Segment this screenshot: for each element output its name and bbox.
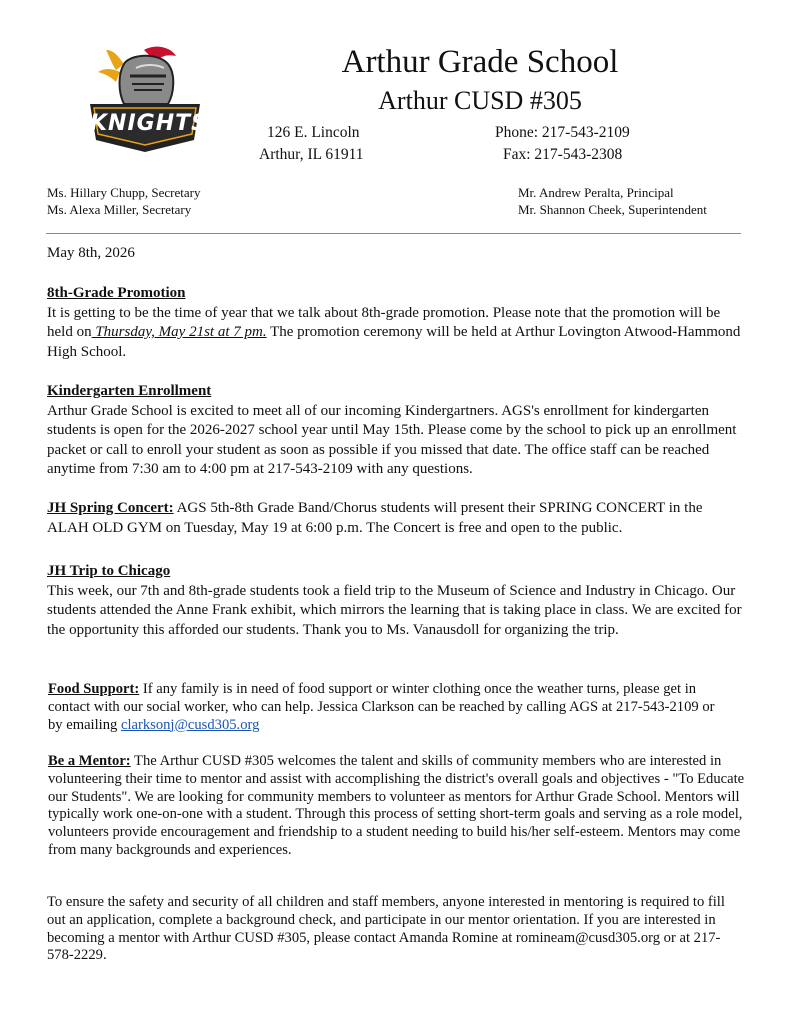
safety-body: To ensure the safety and security of all children and staff members, anyone interested in mentoring is required to fill out an application, complete a background check, and participate in our mentor orientation. If you are interested in becoming a mentor with Arthur CUSD #305, please contact Amanda Romine at romineam@cusd305.org or at 217-578-2229. bbox=[47, 894, 725, 964]
trip-body: This week, our 7th and 8th-grade students took a field trip to the Museum of Science and Industry in Chicago. Our students attended the Anne Frank exhibit, which mirrors the learning that is taking place in class. We are excited for the opportunity this afforded our students. Thank you to Ms. Vanausdoll for organizing the trip. bbox=[47, 582, 742, 638]
fax-number: Fax: 217-543-2308 bbox=[503, 146, 623, 163]
trip-heading: JH Trip to Chicago bbox=[47, 563, 171, 579]
phone-number: Phone: 217-543-2109 bbox=[495, 124, 630, 141]
section-kindergarten bbox=[47, 382, 747, 480]
section-promotion bbox=[47, 284, 747, 362]
promotion-heading: 8th-Grade Promotion bbox=[47, 285, 186, 301]
staff-secretary-2: Ms. Alexa Miller, Secretary bbox=[47, 202, 192, 217]
staff-superintendent: Mr. Shannon Cheek, Superintendent bbox=[518, 202, 707, 217]
school-logo bbox=[84, 42, 206, 154]
staff-right bbox=[518, 184, 707, 218]
header-divider bbox=[46, 233, 741, 234]
promotion-text-end: The promotion ceremony will be held at Arthur Lovington Atwood-Hammond High School. bbox=[47, 324, 741, 360]
section-food-support bbox=[48, 681, 728, 734]
promotion-body bbox=[47, 304, 747, 363]
staff-left bbox=[47, 184, 200, 218]
mentor-body: The Arthur CUSD #305 welcomes the talent and skills of community members who are interested in volunteering their time to mentor and assist with accomplishing the district's overall goals and objectives - "To Educate our Students". We are looking for community members to volunteer as mentors for Arthur Grade School. Mentors will typically work one-on-one with a student. Through this process of setting short-term goals and serving as a role model, volunteers provide encouragement and friendship to a student needing to build his/her self-esteem. Mentors may come from many backgrounds and experiences. bbox=[48, 753, 745, 858]
section-mentor bbox=[48, 753, 748, 860]
kindergarten-body: Arthur Grade School is excited to meet all of our incoming Kindergartners. AGS's enrollment for kindergarten students is open for the 2026-2027 school year until May 15th. Please come by the school to pick up an enrollment packet or call to enroll your student as soon as possible if you missed that date. The office staff can be reached anytime from 7:30 am to 4:00 pm at 217-543-2109 with any questions. bbox=[47, 402, 737, 478]
concert-heading: JH Spring Concert: bbox=[47, 500, 174, 516]
concert-body: AGS 5th-8th Grade Band/Chorus students will present their SPRING CONCERT in the ALAH OLD GYM on Tuesday, May 19 at 6:00 p.m. The Concert is free and open to the public. bbox=[47, 500, 703, 536]
letter-date: May 8th, 2026 bbox=[47, 245, 135, 261]
section-trip bbox=[47, 562, 747, 640]
food-body: If any family is in need of food support or winter clothing once the weather turns, please get in contact with our social worker, who can help. Jessica Clarkson can be reached by calling AGS at 217-543-2109 or by emailing bbox=[48, 681, 715, 733]
staff-principal: Mr. Andrew Peralta, Principal bbox=[518, 185, 674, 200]
knight-helmet-icon bbox=[84, 42, 206, 154]
email-link[interactable]: clarksonj@cusd305.org bbox=[120, 716, 260, 733]
kindergarten-heading: Kindergarten Enrollment bbox=[47, 383, 212, 399]
section-concert bbox=[47, 499, 737, 538]
address-line-2: Arthur, IL 61911 bbox=[259, 146, 364, 163]
mentor-heading: Be a Mentor: bbox=[48, 753, 131, 769]
staff-secretary-1: Ms. Hillary Chupp, Secretary bbox=[47, 185, 201, 200]
section-safety bbox=[47, 894, 747, 965]
district-name: Arthur CUSD #305 bbox=[378, 86, 582, 115]
logo-wordmark: KNIGHTS bbox=[90, 111, 208, 136]
address-line-1: 126 E. Lincoln bbox=[267, 124, 360, 141]
promotion-date-emphasis: Thursday, May 21st at 7 pm. bbox=[91, 324, 267, 341]
food-heading: Food Support: bbox=[48, 681, 140, 697]
school-name: Arthur Grade School bbox=[341, 44, 619, 80]
promotion-text-start: It is getting to be the time of year that we talk about 8th-grade promotion. Please note that the promotion will be held on bbox=[47, 304, 721, 341]
